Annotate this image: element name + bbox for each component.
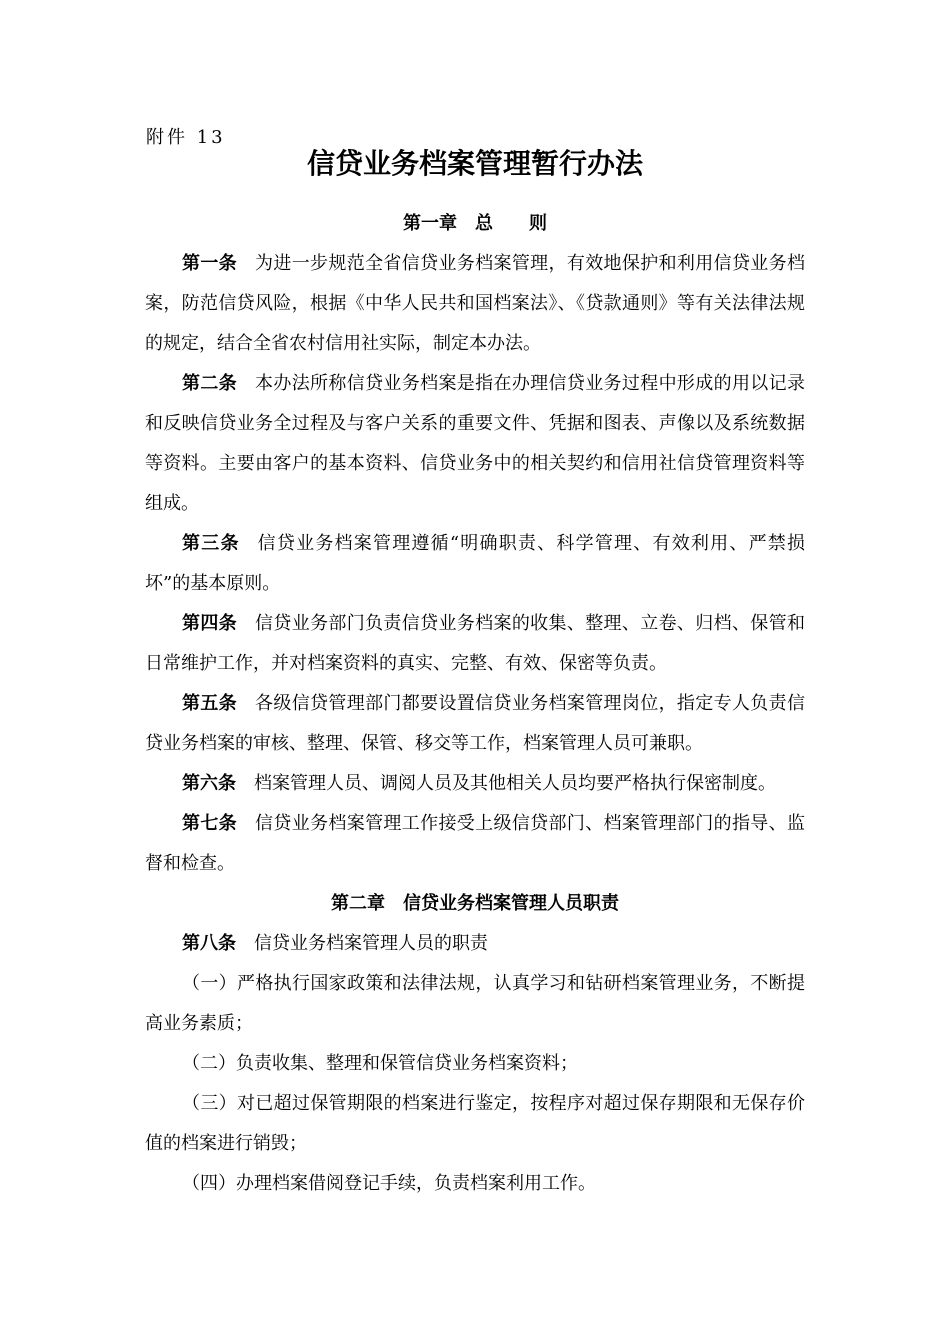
article-number: 第二条 bbox=[182, 373, 238, 394]
article bbox=[145, 804, 805, 884]
article-text: 信贷业务档案管理人员的职责 bbox=[254, 933, 488, 954]
document-title: 信贷业务档案管理暂行办法 bbox=[306, 147, 643, 180]
document-body bbox=[145, 204, 805, 1204]
article-text: 档案管理人员、调阅人员及其他相关人员均要严格执行保密制度。 bbox=[254, 773, 776, 794]
list-item: （三）对已超过保管期限的档案进行鉴定，按程序对超过保存期限和无保存价值的档案进行销毁； bbox=[145, 1093, 805, 1154]
article-number: 第五条 bbox=[182, 693, 238, 714]
article-text: 信贷业务部门负责信贷业务档案的收集、整理、立卷、归档、保管和日常维护工作，并对档案资料的真实、完整、有效、保密等负责。 bbox=[145, 613, 805, 674]
article-number: 第八条 bbox=[182, 933, 236, 954]
article-number: 第七条 bbox=[182, 813, 238, 834]
article bbox=[145, 924, 805, 964]
article bbox=[145, 364, 805, 524]
article bbox=[145, 764, 805, 804]
article-number: 第一条 bbox=[182, 253, 238, 274]
article bbox=[145, 604, 805, 684]
article bbox=[145, 684, 805, 764]
list-item: （二）负责收集、整理和保管信贷业务档案资料； bbox=[182, 1053, 578, 1074]
article-text: 为进一步规范全省信贷业务档案管理，有效地保护和利用信贷业务档案，防范信贷风险，根据《中华人民共和国档案法》、《贷款通则》等有关法律法规的规定，结合全省农村信用社实际，制定本办法。 bbox=[145, 253, 805, 354]
article-text: 各级信贷管理部门都要设置信贷业务档案管理岗位，指定专人负责信贷业务档案的审核、整理、保管、移交等工作，档案管理人员可兼职。 bbox=[145, 693, 805, 754]
chapter-heading: 第二章 信贷业务档案管理人员职责 bbox=[331, 893, 619, 914]
article-number: 第六条 bbox=[182, 773, 236, 794]
list-item: （一）严格执行国家政策和法律法规，认真学习和钻研档案管理业务，不断提高业务素质； bbox=[145, 973, 805, 1034]
article bbox=[145, 524, 805, 604]
list-item: （四）办理档案借阅登记手续，负责档案利用工作。 bbox=[182, 1173, 596, 1194]
article-text: 信贷业务档案管理工作接受上级信贷部门、档案管理部门的指导、监督和检查。 bbox=[145, 813, 805, 874]
article-text: 信贷业务档案管理遵循“明确职责、科学管理、有效利用、严禁损坏”的基本原则。 bbox=[145, 533, 806, 594]
article-text: 本办法所称信贷业务档案是指在办理信贷业务过程中形成的用以记录和反映信贷业务全过程及与客户关系的重要文件、凭据和图表、声像以及系统数据等资料。主要由客户的基本资料、信贷业务中的相关契约和信用社信贷管理资料等组成。 bbox=[145, 373, 805, 514]
article-number: 第三条 bbox=[182, 533, 240, 554]
attachment-label: 附件 13 bbox=[146, 127, 226, 148]
chapter-heading: 第一章 总 则 bbox=[403, 213, 547, 234]
article-number: 第四条 bbox=[182, 613, 238, 634]
article bbox=[145, 244, 805, 364]
